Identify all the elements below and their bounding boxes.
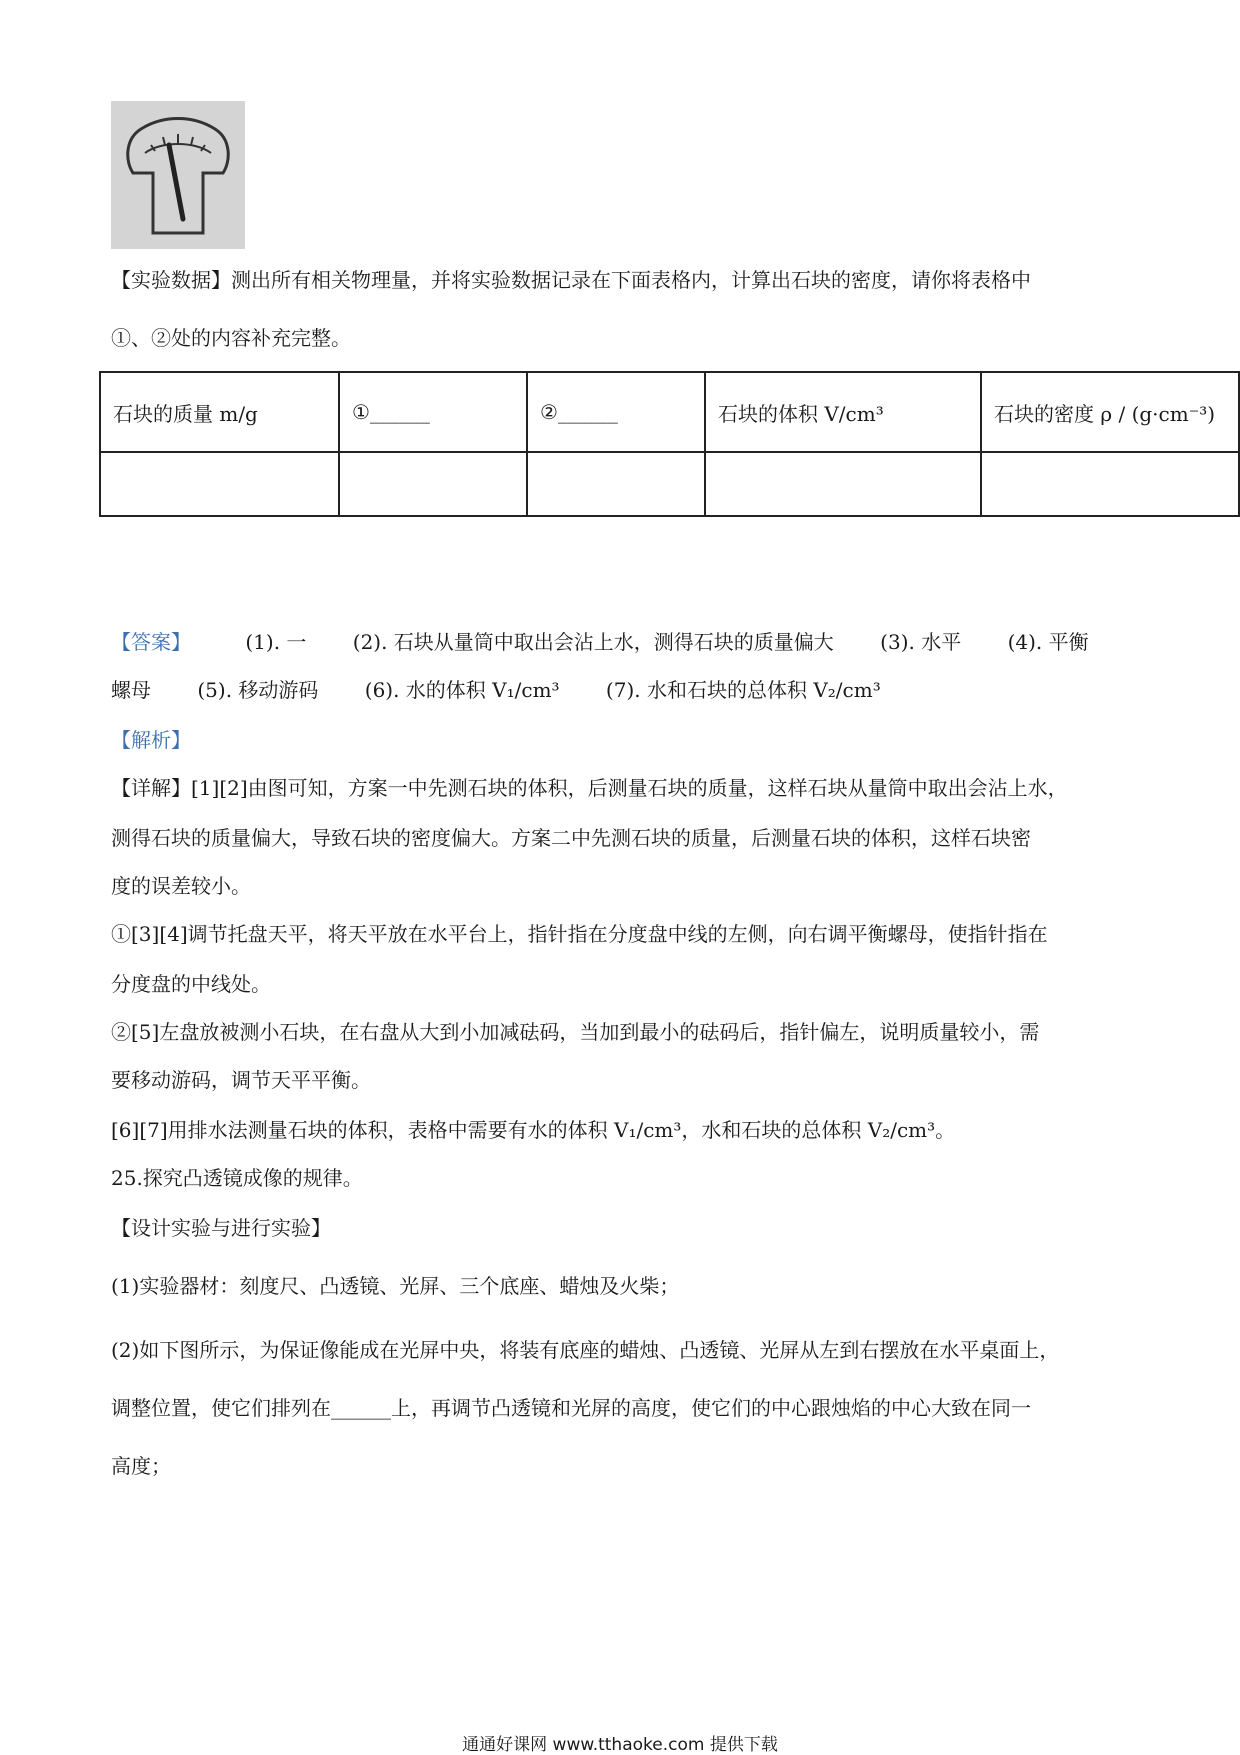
answer-item: (5). 移动游码	[197, 678, 319, 702]
scale-dial-icon	[111, 101, 245, 249]
table-header-cell: 石块的质量 m/g	[100, 372, 339, 452]
table-header-row	[100, 372, 1239, 452]
question-section-heading: 【设计实验与进行实验】	[111, 1216, 331, 1240]
table-cell	[705, 452, 981, 516]
analysis-label: 【解析】	[111, 728, 191, 752]
table-header-cell: 石块的体积 V/cm³	[705, 372, 981, 452]
answer-lead: 螺母	[111, 678, 151, 702]
analysis-line: 【详解】[1][2]由图可知，方案一中先测石块的体积，后测量石块的质量，这样石块从量筒中取出会沾上水，	[111, 776, 1068, 800]
question-line: (2)如下图所示，为保证像能成在光屏中央，将装有底座的蜡烛、凸透镜、光屏从左到右摆放在水平桌面上，	[111, 1338, 1060, 1362]
page-footer: 通通好课网 www.tthaoke.com 提供下载	[462, 1735, 778, 1755]
analysis-line: 分度盘的中线处。	[111, 972, 271, 996]
table-row	[100, 452, 1239, 516]
data-section-line2: ①、②处的内容补充完整。	[111, 326, 351, 350]
answer-label: 【答案】	[111, 630, 191, 654]
table-cell	[339, 452, 527, 516]
scale-dial-figure	[111, 101, 245, 249]
data-table	[99, 371, 1240, 517]
analysis-line: 要移动游码，调节天平平衡。	[111, 1068, 371, 1092]
table-cell	[981, 452, 1239, 516]
table-header-cell: ①______	[339, 372, 527, 452]
table-cell	[527, 452, 705, 516]
analysis-line: ①[3][4]调节托盘天平，将天平放在水平台上，指针指在分度盘中线的左侧，向右调平衡螺母，使指针指在	[111, 922, 1048, 946]
answer-item: (7). 水和石块的总体积 V₂/cm³	[605, 678, 881, 702]
answer-item: (2). 石块从量筒中取出会沾上水，测得石块的质量偏大	[352, 630, 834, 654]
analysis-line: ②[5]左盘放被测小石块，在右盘从大到小加减砝码，当加到最小的砝码后，指针偏左，说明质量较小，需	[111, 1020, 1040, 1044]
answer-line2	[111, 676, 881, 704]
answer-item: (1). 一	[245, 630, 307, 654]
question-line: 高度；	[111, 1454, 171, 1478]
analysis-line: 度的误差较小。	[111, 874, 251, 898]
table-header-cell: ②______	[527, 372, 705, 452]
analysis-line: 测得石块的质量偏大，导致石块的密度偏大。方案二中先测石块的质量，后测量石块的体积，这样石块密	[111, 826, 1031, 850]
table-header-cell: 石块的密度 ρ / (g·cm⁻³)	[981, 372, 1239, 452]
data-section-line1: 【实验数据】测出所有相关物理量，并将实验数据记录在下面表格内，计算出石块的密度，请你将表格中	[111, 268, 1031, 292]
answer-item: (4). 平衡	[1007, 630, 1089, 654]
answer-item: (6). 水的体积 V₁/cm³	[364, 678, 560, 702]
question-line: 调整位置，使它们排列在______上，再调节凸透镜和光屏的高度，使它们的中心跟烛焰的中心大致在同一	[111, 1396, 1031, 1420]
question-title: 25.探究凸透镜成像的规律。	[111, 1166, 363, 1190]
answer-line1	[111, 628, 1089, 656]
analysis-line: [6][7]用排水法测量石块的体积，表格中需要有水的体积 V₁/cm³，水和石块的总体积 V₂/cm³。	[111, 1118, 956, 1142]
table-cell	[100, 452, 339, 516]
question-line: (1)实验器材：刻度尺、凸透镜、光屏、三个底座、蜡烛及火柴；	[111, 1274, 680, 1298]
answer-item: (3). 水平	[880, 630, 962, 654]
